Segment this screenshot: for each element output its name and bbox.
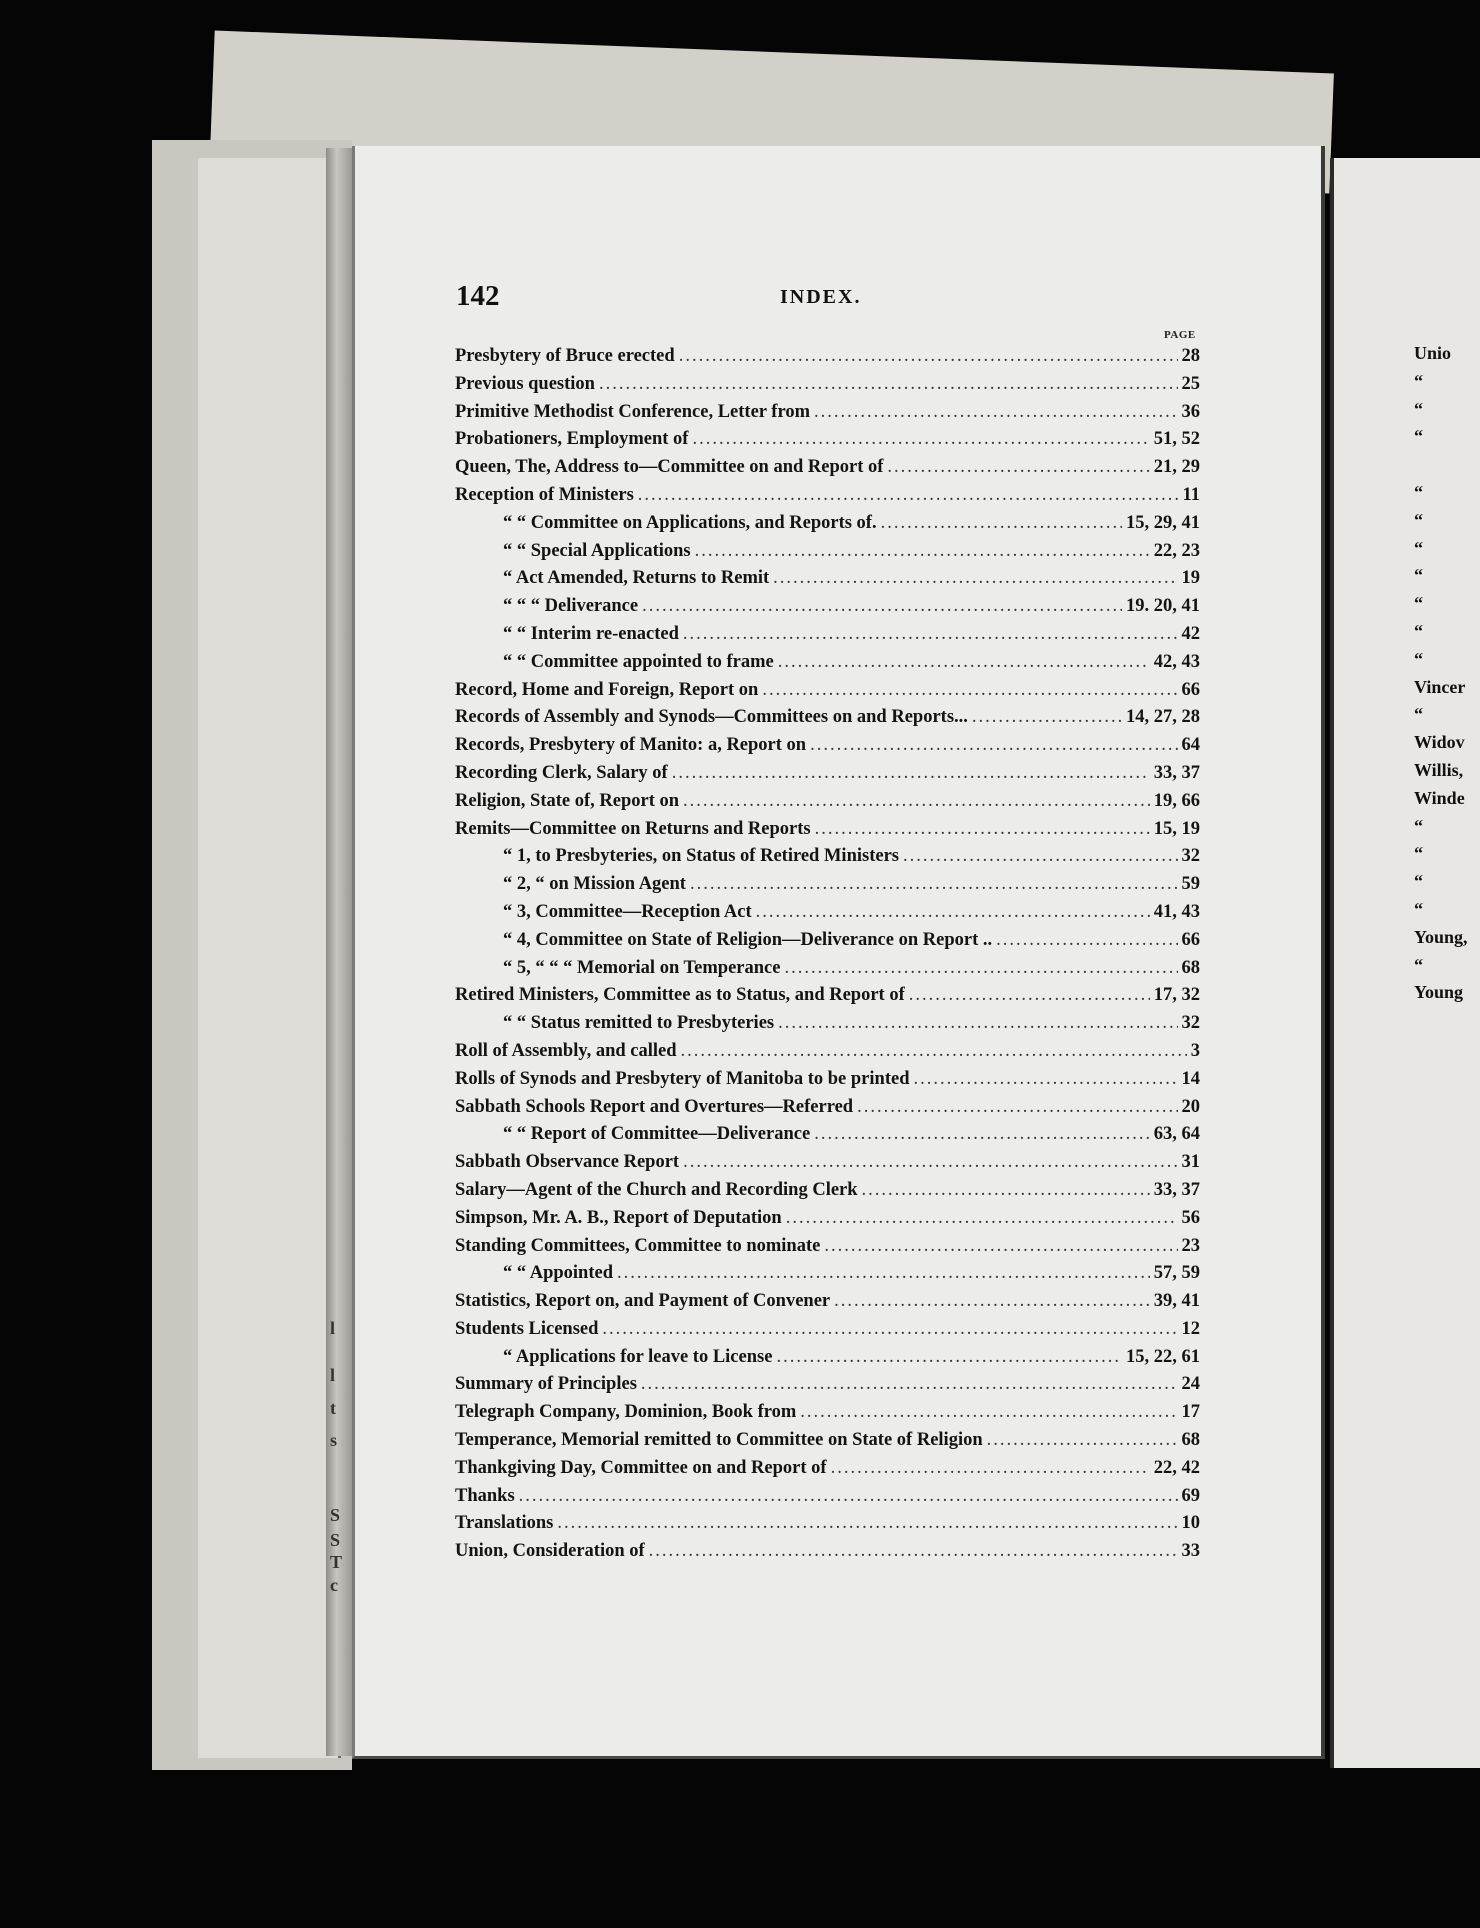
facing-page-fragment: Widov: [1414, 732, 1465, 753]
index-entry: [455, 1205, 1200, 1233]
index-entry: [455, 482, 1200, 510]
index-entry: [455, 1316, 1200, 1344]
index-entry: [455, 982, 1200, 1010]
index-entry-text: “ 2, “ on Mission Agent: [503, 874, 686, 895]
index-entry-pages: 66: [1181, 929, 1200, 950]
index-entry: [455, 426, 1200, 454]
index-entry: [455, 677, 1200, 705]
index-entry: [455, 871, 1200, 899]
index-entry-pages: 25: [1181, 373, 1200, 394]
facing-page-fragment: [1414, 451, 1480, 479]
index-entry-text: “ 3, Committee—Reception Act: [503, 901, 752, 922]
index-entry-text: Presbytery of Bruce erected: [455, 346, 675, 366]
leader-dots: [638, 482, 1179, 510]
index-entry-pages: 59: [1181, 874, 1200, 895]
index-entry: [455, 843, 1200, 871]
index-entry-text: “ 4, Committee on State of Religion—Deliverance on Report ..: [503, 929, 993, 950]
index-entry-text: “ “ Appointed: [503, 1263, 614, 1284]
leader-dots: [672, 760, 1150, 788]
index-entry-pages: 14, 27, 28: [1126, 707, 1200, 728]
leader-dots: [683, 1149, 1177, 1177]
index-entry-pages: 10: [1181, 1513, 1200, 1534]
leader-dots: [683, 621, 1178, 649]
index-entry: [455, 1149, 1200, 1177]
index-entry: [455, 1483, 1200, 1511]
index-entry-pages: 20: [1181, 1096, 1200, 1117]
index-entry: [455, 649, 1200, 677]
facing-page-fragment: Young: [1414, 982, 1464, 1003]
facing-page-fragment: “: [1414, 481, 1423, 502]
leader-dots: [810, 732, 1177, 760]
index-entry-text: “ “ Status remitted to Presbyteries: [503, 1013, 775, 1034]
index-entry-pages: 15, 19: [1153, 818, 1200, 839]
facing-page-fragment: Vincer: [1414, 676, 1466, 697]
index-entry: [455, 399, 1200, 427]
index-entry-pages: 23: [1181, 1235, 1200, 1256]
index-entry-pages: 28: [1181, 346, 1200, 366]
index-entry-pages: 24: [1181, 1374, 1200, 1395]
page-column-label: PAGE: [1164, 329, 1196, 341]
leader-dots: [681, 1038, 1187, 1066]
index-entry: [455, 1288, 1200, 1316]
index-entry-text: Students Licensed: [455, 1318, 599, 1339]
index-entry: [455, 593, 1200, 621]
index-entry-pages: 17, 32: [1153, 985, 1200, 1006]
index-entry: [455, 1455, 1200, 1483]
index-entry-list: [455, 343, 1200, 1566]
facing-page-fragment: “: [1414, 815, 1423, 836]
index-entry: [455, 732, 1200, 760]
facing-page-fragment: Unio: [1414, 343, 1452, 363]
index-entry-text: Record, Home and Foreign, Report on: [455, 679, 759, 700]
index-entry-pages: 17: [1181, 1402, 1200, 1423]
leader-dots: [692, 426, 1149, 454]
index-entry: [455, 1344, 1200, 1372]
index-entry: [455, 1371, 1200, 1399]
index-entry-text: “ “ Special Applications: [503, 540, 691, 561]
index-entry-pages: 69: [1181, 1485, 1200, 1506]
index-entry-text: Previous question: [455, 373, 595, 394]
facing-page-fragment: “: [1414, 426, 1423, 447]
facing-page-fragment: Young,: [1414, 926, 1468, 947]
facing-page-fragment: “: [1414, 898, 1423, 919]
index-entry-text: Primitive Methodist Conference, Letter from: [455, 401, 810, 422]
index-entry-pages: 19. 20, 41: [1126, 596, 1200, 617]
facing-page-fragment: Willis,: [1414, 759, 1464, 780]
index-entry-text: “ “ Report of Committee—Deliverance: [503, 1124, 811, 1145]
index-entry-pages: 36: [1181, 401, 1200, 422]
index-entry-text: Retired Ministers, Committee as to Status, and Report of: [455, 985, 905, 1006]
facing-page-fragment: “: [1414, 593, 1423, 614]
leader-dots: [881, 510, 1122, 538]
leader-dots: [617, 1260, 1150, 1288]
facing-page-fragment: “: [1414, 565, 1423, 586]
index-entry-text: “ 1, to Presbyteries, on Status of Retired Ministers: [503, 846, 899, 867]
index-entry-text: Thanks: [455, 1485, 515, 1506]
index-entry-text: Rolls of Synods and Presbytery of Manitoba to be printed: [455, 1068, 910, 1089]
leader-dots: [857, 1094, 1177, 1122]
leader-dots: [800, 1399, 1177, 1427]
index-entry-pages: 11: [1182, 484, 1200, 505]
index-entry-text: Records of Assembly and Synods—Committees on and Reports...: [455, 707, 968, 728]
leader-dots: [815, 816, 1150, 844]
facing-page-fragment: “: [1414, 398, 1423, 419]
index-entry: [455, 704, 1200, 732]
left-page-fragment: l: [330, 1365, 336, 1385]
page-number: 142: [456, 280, 500, 312]
index-entry: [455, 1066, 1200, 1094]
index-entry: [455, 454, 1200, 482]
index-entry-text: Records, Presbytery of Manito: a, Report on: [455, 735, 807, 756]
index-entry: [455, 816, 1200, 844]
index-entry-pages: 33: [1181, 1541, 1200, 1562]
facing-page-fragment: “: [1414, 537, 1423, 558]
index-entry-pages: 22, 23: [1153, 540, 1200, 561]
index-entry: [455, 955, 1200, 983]
index-entry-text: “ Applications for leave to License: [503, 1346, 773, 1367]
leader-dots: [784, 955, 1177, 983]
facing-page-fragment: “: [1414, 871, 1423, 892]
index-entry-pages: 33, 37: [1153, 1179, 1200, 1200]
leader-dots: [649, 1538, 1178, 1566]
leader-dots: [776, 1344, 1122, 1372]
left-page-fragment: l: [330, 1318, 336, 1338]
index-entry: [455, 565, 1200, 593]
index-entry: [455, 1538, 1200, 1566]
index-entry-pages: 39, 41: [1153, 1291, 1200, 1312]
index-entry-pages: 41, 43: [1153, 901, 1200, 922]
index-entry-text: Temperance, Memorial remitted to Committee on State of Religion: [455, 1430, 983, 1451]
leader-dots: [887, 454, 1149, 482]
leader-dots: [834, 1288, 1150, 1316]
leader-dots: [831, 1455, 1150, 1483]
facing-page-fragments: [1414, 340, 1480, 1007]
index-entry: [455, 1260, 1200, 1288]
index-entry: [455, 1233, 1200, 1261]
index-entry-text: “ “ Interim re-enacted: [503, 623, 679, 644]
leader-dots: [602, 1316, 1177, 1344]
index-entry-pages: 66: [1181, 679, 1200, 700]
index-entry-text: Statistics, Report on, and Payment of Convener: [455, 1291, 831, 1312]
index-entry-text: Sabbath Schools Report and Overtures—Referred: [455, 1096, 854, 1117]
leader-dots: [642, 593, 1122, 621]
leader-dots: [695, 538, 1150, 566]
index-entry-pages: 33, 37: [1153, 762, 1200, 783]
index-entry-pages: 19, 66: [1153, 790, 1200, 811]
left-page-fragment: s: [330, 1430, 338, 1450]
index-entry: [455, 371, 1200, 399]
index-entry: [455, 538, 1200, 566]
index-entry-text: “ “ Committee appointed to frame: [503, 651, 774, 672]
index-entry-pages: 3: [1190, 1040, 1200, 1061]
leader-dots: [756, 899, 1150, 927]
index-entry-text: “ “ Committee on Applications, and Reports of.: [503, 512, 877, 533]
leader-dots: [814, 1121, 1150, 1149]
index-entry: [455, 1094, 1200, 1122]
index-entry-pages: 57, 59: [1153, 1263, 1200, 1284]
leader-dots: [778, 649, 1150, 677]
index-entry-text: Translations: [455, 1513, 554, 1534]
index-entry-pages: 12: [1181, 1318, 1200, 1339]
leader-dots: [762, 677, 1177, 705]
leader-dots: [641, 1371, 1178, 1399]
index-entry-pages: 32: [1181, 1013, 1200, 1034]
index-entry-pages: 15, 22, 61: [1126, 1346, 1200, 1367]
back-sheet: [198, 158, 341, 1758]
index-entry-text: Simpson, Mr. A. B., Report of Deputation: [455, 1207, 782, 1228]
index-entry: [455, 927, 1200, 955]
index-entry: [455, 1010, 1200, 1038]
index-entry: [455, 1399, 1200, 1427]
index-entry-pages: 42, 43: [1153, 651, 1200, 672]
index-entry-text: Recording Clerk, Salary of: [455, 762, 668, 783]
page-title: INDEX.: [780, 286, 862, 308]
index-entry-text: Sabbath Observance Report: [455, 1152, 680, 1173]
leader-dots: [786, 1205, 1178, 1233]
leader-dots: [778, 1010, 1177, 1038]
index-entry: [455, 760, 1200, 788]
facing-page-fragment: “: [1414, 704, 1423, 725]
leader-dots: [972, 704, 1122, 732]
index-entry: [455, 1427, 1200, 1455]
facing-page-fragment: “: [1414, 509, 1423, 530]
index-entry: [455, 1510, 1200, 1538]
index-entry-pages: 19: [1181, 568, 1200, 589]
facing-page-fragment: “: [1414, 648, 1423, 669]
leader-dots: [996, 927, 1177, 955]
index-entry-text: “ “ “ Deliverance: [503, 596, 639, 617]
left-page-fragment: t: [330, 1398, 336, 1418]
index-entry-text: “ Act Amended, Returns to Remit: [503, 568, 770, 589]
left-page-fragment: S: [330, 1530, 341, 1550]
leader-dots: [683, 788, 1150, 816]
leader-dots: [773, 565, 1177, 593]
leader-dots: [987, 1427, 1178, 1455]
index-entry-pages: 31: [1181, 1152, 1200, 1173]
index-entry: [455, 343, 1200, 371]
leader-dots: [909, 982, 1150, 1010]
leader-dots: [599, 371, 1178, 399]
index-entry: [455, 510, 1200, 538]
index-entry-text: Standing Committees, Committee to nominate: [455, 1235, 821, 1256]
index-entry-pages: 22, 42: [1153, 1457, 1200, 1478]
index-entry-text: Reception of Ministers: [455, 484, 634, 505]
index-entry-text: Union, Consideration of: [455, 1541, 645, 1562]
index-entry: [455, 788, 1200, 816]
leader-dots: [903, 843, 1178, 871]
leader-dots: [557, 1510, 1177, 1538]
left-page-fragment: T: [330, 1552, 343, 1572]
index-entry-pages: 68: [1181, 957, 1200, 978]
index-entry-pages: 42: [1181, 623, 1200, 644]
facing-page-fragment: “: [1414, 620, 1423, 641]
index-entry-text: Thankgiving Day, Committee on and Report of: [455, 1457, 827, 1478]
index-entry-text: “ 5, “ “ “ Memorial on Temperance: [503, 957, 781, 978]
left-page-fragment: c: [330, 1575, 338, 1595]
index-entry-text: Salary—Agent of the Church and Recording Clerk: [455, 1179, 858, 1200]
index-entry-text: Probationers, Employment of: [455, 429, 689, 450]
leader-dots: [824, 1233, 1177, 1261]
leader-dots: [519, 1483, 1178, 1511]
index-entry-pages: 63, 64: [1153, 1124, 1200, 1145]
leader-dots: [690, 871, 1178, 899]
facing-page-fragment: Winde: [1414, 787, 1465, 808]
left-page-fragment: S: [330, 1505, 341, 1525]
index-entry-text: Roll of Assembly, and called: [455, 1040, 677, 1061]
index-entry: [455, 1177, 1200, 1205]
index-entry-pages: 56: [1181, 1207, 1200, 1228]
index-entry-pages: 14: [1181, 1068, 1200, 1089]
index-entry-pages: 64: [1181, 735, 1200, 756]
index-entry-pages: 51, 52: [1153, 429, 1200, 450]
index-entry-pages: 32: [1181, 846, 1200, 867]
leader-dots: [862, 1177, 1150, 1205]
index-entry: [455, 899, 1200, 927]
index-entry: [455, 1121, 1200, 1149]
leader-dots: [814, 399, 1178, 427]
index-entry-text: Religion, State of, Report on: [455, 790, 680, 811]
leader-dots: [679, 343, 1178, 371]
facing-page-fragment: “: [1414, 370, 1423, 391]
index-entry-text: Telegraph Company, Dominion, Book from: [455, 1402, 797, 1423]
index-entry: [455, 621, 1200, 649]
index-entry-text: Remits—Committee on Returns and Reports: [455, 818, 811, 839]
index-entry-text: Summary of Principles: [455, 1374, 637, 1395]
leader-dots: [913, 1066, 1177, 1094]
index-entry: [455, 1038, 1200, 1066]
index-entry-pages: 21, 29: [1153, 457, 1200, 478]
index-entry-pages: 15, 29, 41: [1126, 512, 1200, 533]
facing-page-fragment: “: [1414, 843, 1423, 864]
facing-page-fragment: “: [1414, 954, 1423, 975]
index-entry-pages: 68: [1181, 1430, 1200, 1451]
index-entry-text: Queen, The, Address to—Committee on and Report of: [455, 457, 884, 478]
